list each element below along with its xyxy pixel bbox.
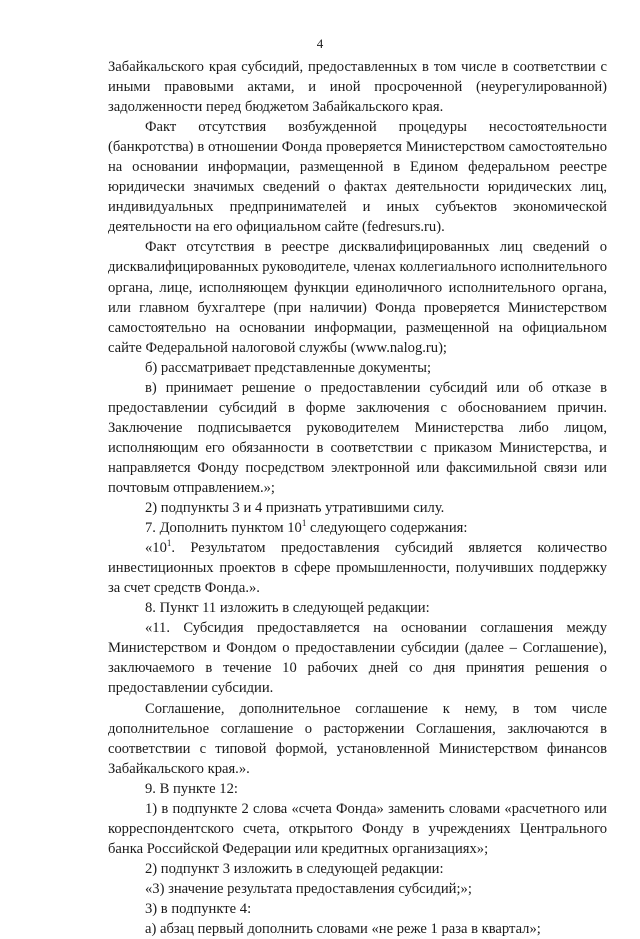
paragraph: 9. В пункте 12:	[145, 780, 238, 797]
paragraph: б) рассматривает представленные документы;	[145, 359, 432, 376]
paragraph: 3) в подпункте 4:	[145, 900, 252, 917]
paragraph: Соглашение, дополнительное соглашение к нему, в том числе дополнительное соглашение о расторжении Соглашения, заключаются в соответствии с типовой формой, установленной Министерством финансов Забайкальского края.».	[108, 700, 607, 777]
page-number: 4	[316, 36, 324, 51]
paragraph: а) абзац первый дополнить словами «не реже 1 раза в квартал»;	[145, 921, 541, 938]
paragraph: Факт отсутствия в реестре дисквалифицированных лиц сведений о дисквалифицированных руководителе, членах коллегиального исполнительного органа, лице, исполняющем функции единоличного исполнительного органа, или главном бухгалтере (при наличии) Фонда проверяется Министерством самостоятельно на основании информации, размещенной на официальном сайте Федеральной налоговой службы (www.nalog.ru);	[108, 239, 607, 356]
paragraph: Забайкальского края субсидий, предоставленных в том числе в соответствии с иными правовыми актами, и иной просроченной (неурегулированной) задолженности перед бюджетом Забайкальского края.	[108, 59, 607, 116]
paragraph: 2) подпункты 3 и 4 признать утратившими силу.	[145, 500, 445, 517]
paragraph: 1) в подпункте 2 слова «счета Фонда» заменить словами «расчетного или корреспондентского счета, открытого Фонду в учреждениях Центрального банка Российской Федерации или кредитных организациях»;	[108, 800, 607, 857]
paragraph: 8. Пункт 11 изложить в следующей редакции:	[145, 600, 430, 617]
paragraph: 2) подпункт 3 изложить в следующей редакции:	[145, 860, 444, 877]
superscript: 1	[166, 538, 172, 549]
paragraph-text: . Результатом предоставления субсидий является количество инвестиционных проектов в сфере промышленности, получивших поддержку за счет средств Фонда.».	[108, 540, 607, 597]
superscript: 1	[301, 518, 307, 529]
paragraph-item-7	[108, 518, 607, 538]
paragraph: «3) значение результата предоставления субсидий;»;	[145, 880, 472, 897]
document-body	[108, 57, 607, 939]
paragraph-text: «10	[145, 540, 167, 557]
paragraph-item-10-1	[108, 538, 607, 598]
paragraph: «11. Субсидия предоставляется на основании соглашения между Министерством и Фондом о предоставлении субсидии (далее – Соглашение), заключаемого в течение 10 рабочих дней со дня принятия решения о предоставлении субсидии.	[108, 620, 607, 697]
paragraph-text: 7. Дополнить пунктом 10	[145, 520, 302, 537]
paragraph: Факт отсутствия возбужденной процедуры несостоятельности (банкротства) в отношении Фонда проверяется Министерством самостоятельно на основании информации, размещенной в Едином федеральном реестре юридически значимых сведений о фактах деятельности юридических лиц, индивидуальных предпринимателей и иных субъектов экономической деятельности на его официальном сайте (fedresurs.ru).	[108, 119, 607, 236]
paragraph: в) принимает решение о предоставлении субсидий или об отказе в предоставлении субсидий в форме заключения с обоснованием причин. Заключение подписывается руководителем Министерства либо лицом, исполняющим его обязанности в соответствии с приказом Министерства, и направляется Фонду посредством электронной или факсимильной связи или почтовым отправлением.»;	[108, 379, 607, 496]
paragraph-text: следующего содержания:	[306, 520, 468, 537]
